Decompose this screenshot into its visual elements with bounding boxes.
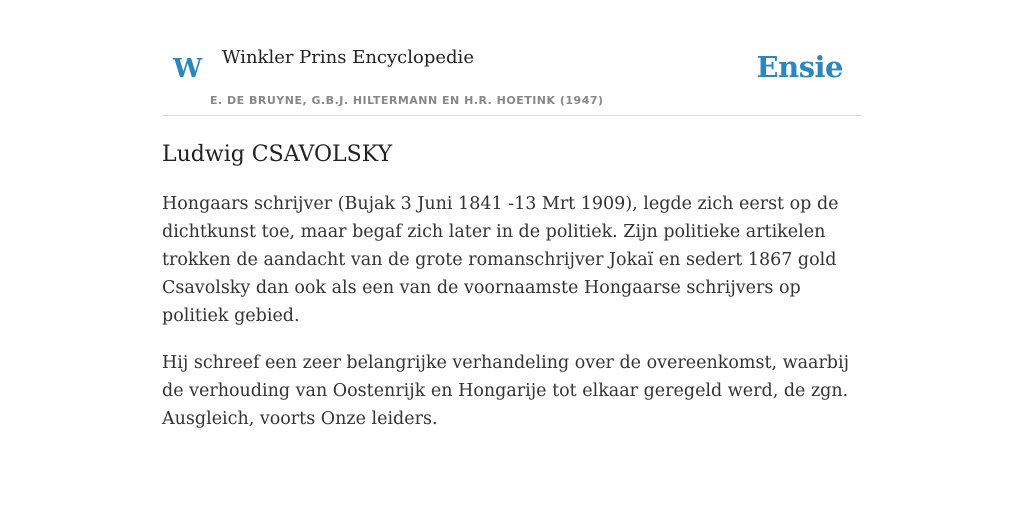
encyclopedia-title[interactable]: Winkler Prins Encyclopedie xyxy=(222,47,474,68)
ensie-logo[interactable]: Ensie xyxy=(756,50,843,84)
article-title: Ludwig CSAVOLSKY xyxy=(162,142,393,167)
article-paragraph: Hongaars schrijver (Bujak 3 Juni 1841 -13 Mrt 1909), legde zich eerst op de dichtkunst toe, maar begaf zich later in de politiek. Zijn politieke artikelen trokken de aandacht van de grote romanschrijver Jokaï en sedert 1867 gold Csavolsky dan ook als een van de voornaamste Hongaarse schrijvers op politiek gebied. xyxy=(162,194,839,326)
article xyxy=(162,140,862,452)
article-paragraph: Hij schreef een zeer belangrijke verhandeling over de overeenkomst, waarbij de verhouding van Oostenrijk en Hongarije tot elkaar geregeld werd, de zgn. Ausgleich, voorts Onze leiders. xyxy=(162,353,850,429)
encyclopedia-header xyxy=(162,36,862,116)
encyclopedia-authors: E. DE BRUYNE, G.B.J. HILTERMANN EN H.R. HOETINK (1947) xyxy=(210,94,604,107)
winkler-prins-logo[interactable]: W xyxy=(173,54,203,84)
